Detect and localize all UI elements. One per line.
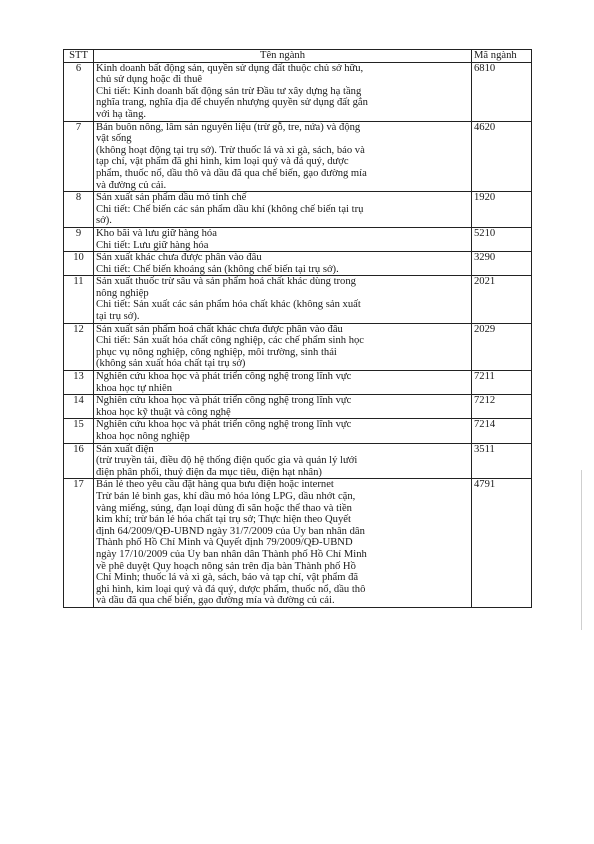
row-stt: 8 [64,192,94,228]
row-code: 2029 [472,323,532,370]
row-stt: 10 [64,252,94,276]
row-stt: 15 [64,419,94,443]
row-stt: 6 [64,62,94,121]
business-name-line: Sản xuất sản phẩm hoá chất khác chưa được phân vào đâu [96,323,343,335]
table-row [64,443,532,479]
business-name-line: sở). [96,215,112,227]
row-business-name [94,395,472,419]
table-row [64,121,532,192]
business-name-line: kim khí; trừ bán lẻ hóa chất tại trụ sở; Thực hiện theo Quyết [96,514,351,526]
row-code: 4791 [472,479,532,608]
business-name-line: và dầu đã qua chế biến, gạo đường mía và đường củ cải. [96,595,335,607]
business-name-line: định 64/2009/QĐ-UBND ngày 31/7/2009 của Ủy ban nhân dân [96,525,365,537]
business-name-line: Sản xuất sản phẩm dầu mỏ tinh chế [96,192,247,204]
row-stt: 13 [64,371,94,395]
row-stt: 11 [64,276,94,323]
business-name-line: Kinh doanh bất động sản, quyền sử dụng đất thuộc chủ sở hữu, [96,62,364,74]
business-name-line: Chi tiết: Chế biến khoáng sản (không chế biến tại trụ sở). [96,263,339,275]
business-name-line: khoa học nông nghiệp [96,431,190,442]
business-name-line: chủ sử dụng hoặc đi thuê [96,74,203,86]
business-name-line: phẩm, thuốc nổ, dầu thô và dầu đã qua chế biến, gạo đường mía [96,167,367,179]
business-name-line: với hạ tầng. [96,108,147,120]
business-name-line: Chi tiết: Chế biến các sản phẩm dầu khí (không chế biến tại trụ [96,203,364,215]
row-business-name [94,121,472,192]
row-code: 1920 [472,192,532,228]
business-name-line: ngày 17/10/2009 của Ủy ban nhân dân Thành phố Hồ Chí Minh [96,548,367,560]
business-name-line: tạp chí, vật phẩm đã ghi hình, kim loại quý và đá quý, dược [96,156,349,168]
business-name-line: Trừ bán lẻ bình gas, khí dầu mỏ hóa lỏng LPG, dầu nhớt cặn, [96,490,356,502]
scan-edge-mark [581,470,582,630]
row-stt: 16 [64,443,94,479]
row-code: 6810 [472,62,532,121]
row-business-name [94,276,472,323]
business-name-line: vàng miếng, súng, đạn loại dùng đi săn hoặc thể thao và tiền [96,502,352,514]
table-row [64,419,532,443]
business-name-line: Sản xuất điện [96,443,154,455]
table-header-row [64,50,532,63]
row-stt: 7 [64,121,94,192]
business-name-line: Chi tiết: Kinh doanh bất động sản trừ Đầu tư xây dựng hạ tầng [96,85,362,97]
business-name-line: Chí Minh; thuốc lá và xì gà, sách, báo và tạp chí, vật phẩm đã [96,572,359,584]
row-business-name [94,62,472,121]
table-row [64,192,532,228]
business-name-line: khoa học tự nhiên [96,382,173,394]
business-name-line: Thành phố Hồ Chí Minh và Quyết định 79/2009/QĐ-UBND [96,537,353,549]
row-business-name [94,419,472,443]
business-name-line: phục vụ nông nghiệp, công nghiệp, môi trường, sinh thái [96,346,337,358]
row-stt: 17 [64,479,94,608]
row-business-name [94,443,472,479]
business-name-line: Chi tiết: Sản xuất hóa chất công nghiệp, các chế phẩm sinh học [96,335,365,347]
business-name-line: (trừ truyền tải, điều độ hệ thống điện quốc gia và quản lý lưới [96,455,358,467]
row-stt: 14 [64,395,94,419]
row-code: 5210 [472,227,532,251]
business-name-line: ghi hình, kim loại quý và đá quý, dược phẩm, thuốc nổ, dầu thô [96,583,366,595]
business-name-line: nông nghiệp [96,287,149,299]
business-name-line: Bán buôn nông, lâm sản nguyên liệu (trừ gỗ, tre, nứa) và động [96,121,361,133]
business-lines-table [63,49,532,608]
business-name-line: Bán lẻ theo yêu cầu đặt hàng qua bưu điện hoặc internet [96,479,334,491]
header-code: Mã ngành [472,50,532,63]
table-row [64,323,532,370]
row-business-name [94,479,472,608]
row-business-name [94,252,472,276]
business-name-line: Kho bãi và lưu giữ hàng hóa [96,227,217,239]
business-name-line: vật sống [96,133,132,145]
business-name-line: và đường củ cải. [96,179,167,191]
table-row [64,276,532,323]
business-name-line: (không sản xuất hóa chất tại trụ sở) [96,358,246,370]
business-name-line: Chi tiết: Lưu giữ hàng hóa [96,239,209,251]
row-business-name [94,192,472,228]
row-business-name [94,371,472,395]
business-name-line: về phê duyệt Quy hoạch nông sản trên địa bàn Thành phố Hồ [96,560,356,572]
business-name-line: Sản xuất thuốc trừ sâu và sản phẩm hoá chất khác dùng trong [96,276,356,288]
table-row [64,62,532,121]
business-name-line: Nghiên cứu khoa học và phát triển công nghệ trong lĩnh vực [96,395,352,407]
table-body [64,62,532,607]
business-name-line: Nghiên cứu khoa học và phát triển công nghệ trong lĩnh vực [96,419,352,431]
business-name-line: Nghiên cứu khoa học và phát triển công nghệ trong lĩnh vực [96,371,352,383]
row-code: 3290 [472,252,532,276]
row-code: 2021 [472,276,532,323]
row-code: 7214 [472,419,532,443]
table-row [64,227,532,251]
business-name-line: Chi tiết: Sản xuất các sản phẩm hóa chất khác (không sản xuất [96,299,361,311]
row-code: 3511 [472,443,532,479]
business-name-line: nghĩa trang, nghĩa địa để chuyển nhượng quyền sử dụng đất gắn [96,97,368,109]
business-name-line: khoa học kỹ thuật và công nghệ [96,406,231,418]
row-code: 7212 [472,395,532,419]
header-name: Tên ngành [94,50,472,63]
business-name-line: điện phân phối, thuỷ điện đa mục tiêu, điện hạt nhân) [96,466,322,478]
business-name-line: Sản xuất khác chưa được phân vào đâu [96,252,262,264]
row-code: 4620 [472,121,532,192]
row-business-name [94,323,472,370]
table-row [64,371,532,395]
business-name-line: tại trụ sở). [96,311,140,323]
row-stt: 12 [64,323,94,370]
row-business-name [94,227,472,251]
row-stt: 9 [64,227,94,251]
row-code: 7211 [472,371,532,395]
table-row [64,395,532,419]
business-name-line: (không hoạt động tại trụ sở). Trừ thuốc lá và xì gà, sách, báo và [96,144,365,156]
table-row [64,479,532,608]
table-row [64,252,532,276]
header-stt: STT [64,50,94,63]
